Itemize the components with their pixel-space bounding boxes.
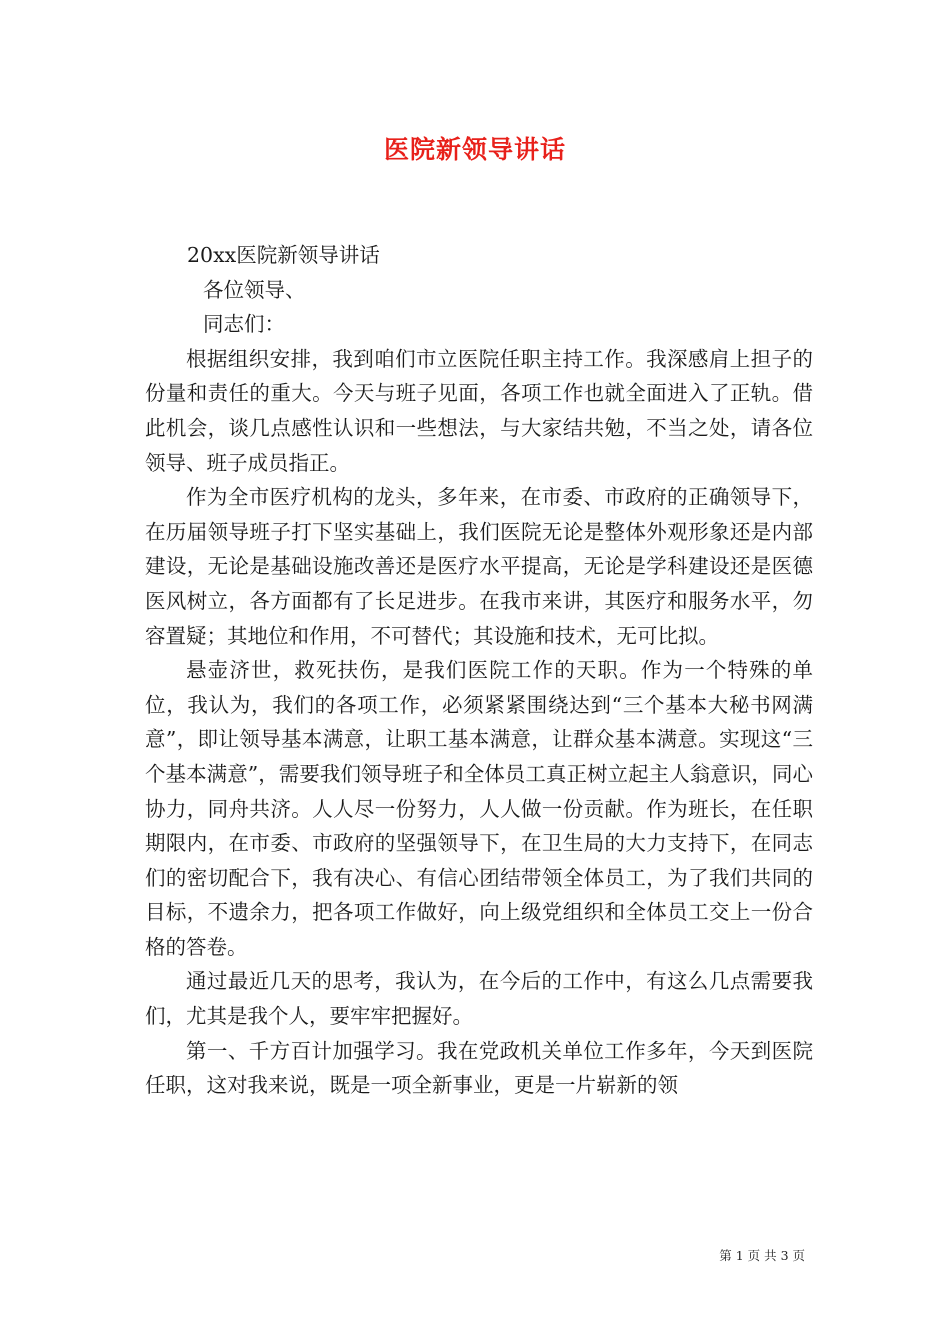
document-subtitle: 20xx医院新领导讲话 <box>187 243 380 267</box>
body-paragraph: 根据组织安排，我到咱们市立医院任职主持工作。我深感肩上担子的份量和责任的重大。今天与班子见面，各项工作也就全面进入了正轨。借此机会，谈几点感性认识和一些想法，与大家结共勉，不当之处，请各位领导、班子成员指正。 <box>145 346 813 475</box>
body-paragraph: 通过最近几天的思考，我认为，在今后的工作中，有这么几点需要我们，尤其是我个人，要牢牢把握好。 <box>145 969 813 1029</box>
greeting-line: 各位领导、 <box>203 277 306 302</box>
greeting-line: 同志们： <box>203 312 285 337</box>
document-title: 医院新领导讲话 <box>383 135 566 164</box>
body-paragraph: 悬壶济世，救死扶伤，是我们医院工作的天职。作为一个特殊的单位，我认为，我们的各项工作，必须紧紧围绕达到“三个基本大秘书网满意”，即让领导基本满意，让职工基本满意，让群众基本满意。实现这“三个基本满意”，需要我们领导班子和全体员工真正树立起主人翁意识，同心协力，同舟共济。人人尽一份努力，人人做一份贡献。作为班长，在任职期限内，在市委、市政府的坚强领导下，在卫生局的大力支持下，在同志们的密切配合下，我有决心、有信心团结带领全体员工，为了我们共同的目标，不遗余力，把各项工作做好，向上级党组织和全体员工交上一份合格的答卷。 <box>145 658 813 959</box>
page-number: 第 1 页 共 3 页 <box>719 1248 805 1263</box>
document-body <box>145 238 813 1103</box>
body-paragraph: 作为全市医疗机构的龙头，多年来，在市委、市政府的正确领导下，在历届领导班子打下坚实基础上，我们医院无论是整体外观形象还是内部建设，无论是基础设施改善还是医疗水平提高，无论是学科建设还是医德医风树立，各方面都有了长足进步。在我市来讲，其医疗和服务水平，勿容置疑；其地位和作用，不可替代；其设施和技术，无可比拟。 <box>145 485 813 648</box>
body-paragraph: 第一、千方百计加强学习。我在党政机关单位工作多年，今天到医院任职，这对我来说，既是一项全新事业，更是一片崭新的领 <box>145 1038 813 1098</box>
